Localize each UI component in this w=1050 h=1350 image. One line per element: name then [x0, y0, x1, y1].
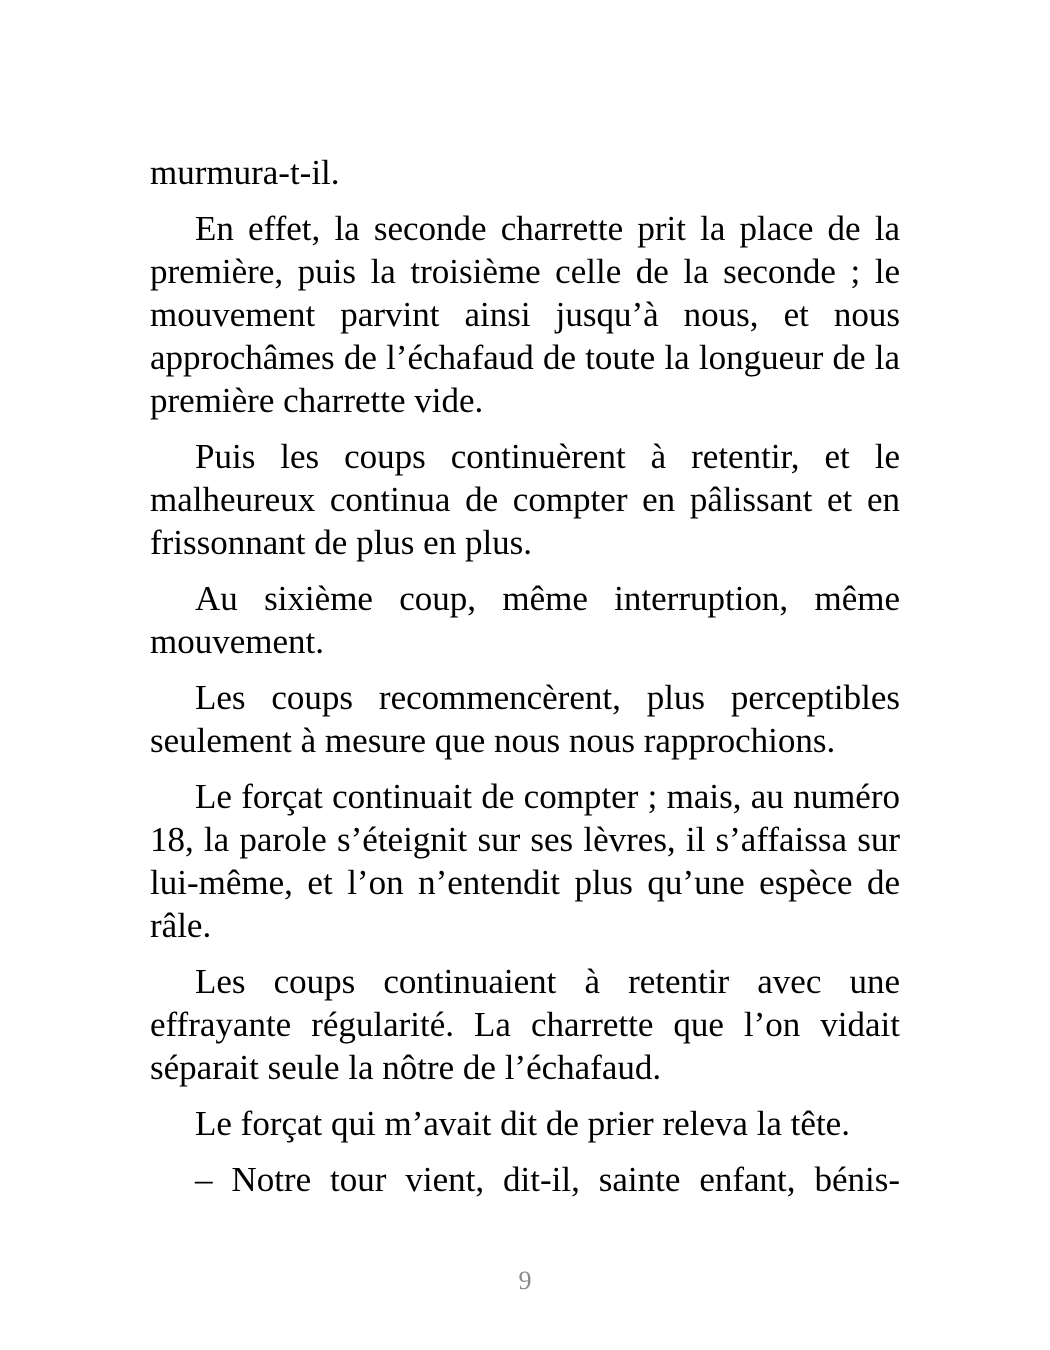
paragraph-continuation: murmura-t-il.	[150, 153, 340, 192]
paragraph: Le forçat continuait de compter ; mais, au numéro 18, la parole s’éteignit sur ses lèvres, il s’affaissa sur lui-même, et l’on n’entendit plus qu’une espèce de râle.	[150, 777, 900, 945]
paragraph: Le forçat qui m’avait dit de prier releva la tête.	[195, 1104, 850, 1143]
paragraph: Puis les coups continuèrent à retentir, et le malheureux continua de compter en pâlissant et en frissonnant de plus en plus.	[150, 437, 900, 562]
paragraph: En effet, la seconde charrette prit la place de la première, puis la troisième celle de la seconde ; le mouvement parvint ainsi jusqu’à nous, et nous approchâmes de l’échafaud de toute la longueur de la première charrette vide.	[150, 209, 900, 420]
paragraph: Au sixième coup, même interruption, même mouvement.	[150, 579, 900, 661]
page-number: 9	[518, 1266, 532, 1295]
paragraph: Les coups recommencèrent, plus perceptibles seulement à mesure que nous nous rapprochions.	[150, 678, 900, 760]
paragraph: Les coups continuaient à retentir avec une effrayante régularité. La charrette que l’on vidait séparait seule la nôtre de l’échafaud.	[150, 962, 900, 1087]
paragraph-dialogue: – Notre tour vient, dit-il, sainte enfant, bénis-	[195, 1160, 900, 1199]
page-body	[150, 151, 900, 1214]
